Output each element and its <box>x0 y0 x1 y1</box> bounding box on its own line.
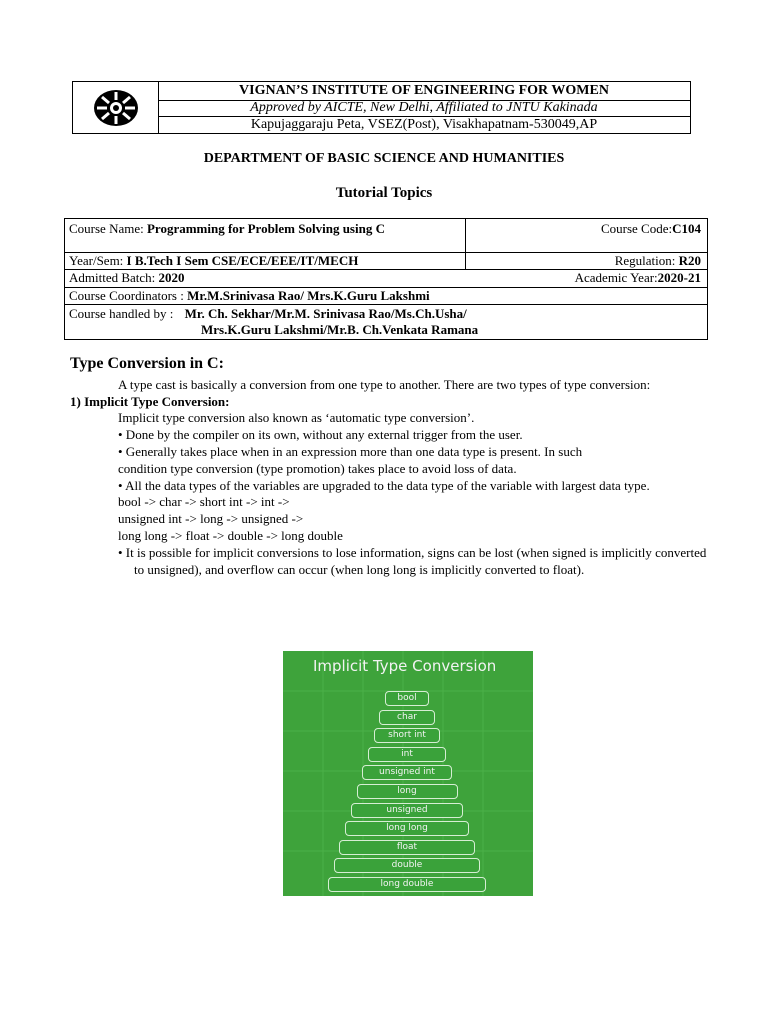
bullet-upgrade: • All the data types of the variables are upgraded to the data type of the variable with largest data type. <box>118 477 650 493</box>
bullet-compiler: • Done by the compiler on its own, without any external trigger from the user. <box>118 427 523 443</box>
institute-name: VIGNAN’S INSTITUTE OF ENGINEERING FOR WOMEN <box>158 82 690 101</box>
course-row-name <box>65 219 707 253</box>
course-code-label: Course Code: <box>600 221 673 236</box>
type-level-pill: long <box>357 784 458 799</box>
course-row-batch <box>65 270 707 288</box>
academic-year-label: Academic Year: <box>574 270 658 285</box>
section-title: Type Conversion in C: <box>70 355 224 372</box>
bullet-expression-a: • Generally takes place when in an expression more than one data type is present. In such <box>118 443 583 459</box>
implicit-description: Implicit type conversion also known as ‘automatic type conversion’. <box>118 410 475 426</box>
course-row-yearsem <box>65 253 707 270</box>
type-level-pill: int <box>368 747 446 762</box>
institute-emblem-icon <box>91 88 141 128</box>
type-level-pill: long long <box>345 821 469 836</box>
handled-line2: Mrs.K.Guru Lakshmi/Mr.B. Ch.Venkata Ramana <box>201 322 479 337</box>
type-level-pill: float <box>339 840 474 855</box>
regulation-value: R20 <box>678 253 701 268</box>
type-level-pill: double <box>334 858 481 873</box>
bullet-lose-info: • It is possible for implicit conversions to lose information, signs can be lost (when signed is implicitly converted to unsigned), and overflow can occur (when long long is implicitly converted to float). <box>118 544 707 577</box>
tutorial-title: Tutorial Topics <box>335 185 433 201</box>
course-name-value: Programming for Problem Solving using C <box>146 221 385 236</box>
department-title: DEPARTMENT OF BASIC SCIENCE AND HUMANITIES <box>203 151 565 166</box>
type-level-pill: char <box>379 710 434 725</box>
diagram-title: Implicit Type Conversion <box>313 657 497 675</box>
chain-line-2: unsigned int -> long -> unsigned -> <box>118 511 304 527</box>
coordinators-value: Mr.M.Srinivasa Rao/ Mrs.K.Guru Lakshmi <box>187 288 430 303</box>
type-level-pill: bool <box>385 691 429 706</box>
batch-label: Admitted Batch: <box>69 270 159 285</box>
batch-value: 2020 <box>158 270 185 285</box>
handled-label: Course handled by : <box>69 306 177 321</box>
regulation-label: Regulation: <box>614 253 679 268</box>
yearsem-value: I B.Tech I Sem CSE/ECE/EEE/IT/MECH <box>126 253 359 268</box>
coordinators-label: Course Coordinators : <box>69 288 188 303</box>
content-body <box>70 356 710 578</box>
type-level-pill: short int <box>374 728 441 743</box>
type-level-pill: long double <box>328 877 486 892</box>
intro-text: A type cast is basically a conversion from one type to another. There are two types of type conversion: <box>118 376 651 392</box>
institute-header <box>72 81 691 134</box>
handled-line1: Mr. Ch. Sekhar/Mr.M. Srinivasa Rao/Ms.Ch.Usha/ <box>184 306 467 321</box>
implicit-conversion-diagram <box>283 651 533 896</box>
course-row-handled <box>65 305 707 339</box>
course-row-coordinators <box>65 288 707 305</box>
type-level-pill: unsigned <box>351 803 463 818</box>
course-code-value: C104 <box>672 221 701 236</box>
bullet-expression-b: condition type conversion (type promotion) takes place to avoid loss of data. <box>118 460 517 476</box>
institute-address: Kapujaggaraju Peta, VSEZ(Post), Visakhapatnam-530049,AP <box>250 117 598 132</box>
logo-cell <box>73 82 159 133</box>
course-info-table <box>64 218 708 340</box>
chain-line-1: bool -> char -> short int -> int -> <box>118 494 290 510</box>
course-name-label: Course Name: <box>69 221 147 236</box>
type-level-pill: unsigned int <box>362 765 452 780</box>
institute-approval: Approved by AICTE, New Delhi, Affiliated to JNTU Kakinada <box>158 100 690 117</box>
yearsem-label: Year/Sem: <box>69 253 127 268</box>
implicit-heading: 1) Implicit Type Conversion: <box>70 393 230 409</box>
academic-year-value: 2020-21 <box>657 270 701 285</box>
chain-line-3: long long -> float -> double -> long double <box>118 527 343 543</box>
